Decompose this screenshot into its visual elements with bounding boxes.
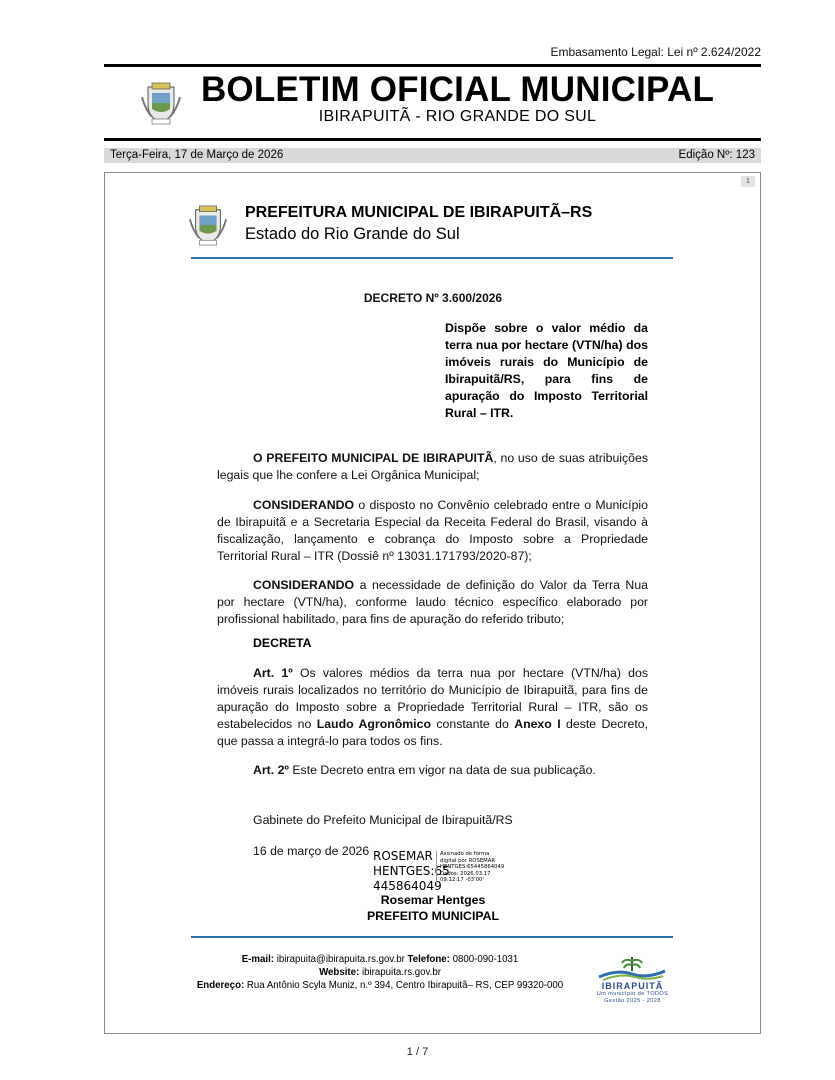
digital-signature-details [436,851,504,884]
signature-detail-1: Assinado de forma [440,851,490,857]
preamble-text: , no uso de suas atribuições legais que lhe confere a Lei Orgânica Municipal; [217,451,649,482]
preamble-bold: O PREFEITO MUNICIPAL DE IBIRAPUITÃ [253,451,494,465]
publication-date: Terça-Feira, 17 de Março de 2026 [110,149,284,161]
article-2-label: Art. 2º [253,763,289,777]
considering-1-text: o disposto no Convênio celebrado entre o Município de Ibirapuitã e a Secretaria Especial da Receita Federal do Brasil, visando à fiscalização, lançamento e cobrança do Imposto sobre a Propriedade Territorial Rural – ITR (Dossiê nº 13031.171793/2020-87); [217,498,648,563]
footer-contact [190,953,570,992]
letterhead-crest-icon [188,202,228,248]
article-1-text-c: constante do [430,717,515,731]
cabinet-line: Gabinete do Prefeito Municipal de Ibirapuitã/RS [253,813,513,827]
bulletin-subtitle: IBIRAPUITÃ - RIO GRANDE DO SUL [318,108,597,125]
decree-title: DECRETO Nº 3.600/2026 [363,291,503,305]
footer-phone: 0800-090-1031 [449,954,519,965]
header-top-rule [104,64,761,67]
signatory-block [190,892,676,924]
letterhead-rule [191,257,673,259]
signature-line-3: 445864049 [373,879,442,893]
considering-2-text: a necessidade de definição do Valor da Terra Nua por hectare (VTN/ha), conforme laudo técnico específico elaborado por profissional habilitado, para fins de apuração do referido tributo; [217,578,648,626]
signature-date: 16 de março de 2026 [253,844,370,858]
signature-line-1: ROSEMAR [373,849,433,863]
footer-website[interactable]: ibirapuita.rs.gov.br [359,967,441,978]
signature-detail-4: Dados: 2026.03.17 [440,870,491,877]
article-1-bold-b: Laudo Agronômico [316,717,431,731]
phone-label: Telefone: [407,954,450,965]
preamble-paragraph [217,450,648,484]
signature-detail-2: digital por ROSEMAR [440,857,496,864]
signatory-role: PREFEITO MUNICIPAL [366,909,500,923]
considering-1-bold: CONSIDERANDO [253,498,355,512]
letterhead-subtitle: Estado do Rio Grande do Sul [245,225,460,243]
page-marker: 1 [741,176,755,187]
article-1-bold-d: Anexo I [514,717,561,731]
decreta-heading: DECRETA [253,636,312,650]
considering-paragraph-1 [217,497,648,565]
logo-tagline-2: Gestão 2025 - 2028 [604,998,661,1004]
edition-number: Edição Nº: 123 [678,149,755,161]
signature-detail-3: HENTGES:65445864049 [440,864,505,870]
letterhead-title: PREFEITURA MUNICIPAL DE IBIRAPUITÃ–RS [245,204,593,221]
article-1 [217,665,648,750]
logo-tagline-1: Um município de TODOS [596,991,669,997]
article-1-text-a: Os valores médios da terra nua por hectare (VTN/ha) dos imóveis rurais localizados no território do Município de Ibirapuitã, para fins de apuração do Imposto sobre a Propriedade Territorial Rural – ITR, são os estabelecidos no [217,666,648,731]
article-1-text-e: deste Decreto, que passa a integrá-lo para todos os fins. [217,717,648,748]
municipal-logo-icon [597,955,667,981]
page-counter: 1 / 7 [406,1046,429,1058]
bulletin-title: BOLETIM OFICIAL MUNICIPAL [200,70,715,109]
logo-name: IBIRAPUITÃ [601,981,664,991]
footer-rule [191,936,673,938]
footer-address: Rua Antônio Scyla Muniz, n.º 394, Centro Ibirapuitã– RS, CEP 99320-000 [244,980,564,991]
date-bar [104,148,761,163]
logo-tagline [585,991,680,1005]
considering-paragraph-2 [217,577,648,628]
article-1-label: Art. 1º [253,666,293,680]
footer-email[interactable]: ibirapuita@ibirapuita.rs.gov.br [274,954,408,965]
article-2-text: Este Decreto entra em vigor na data de sua publicação. [288,763,596,777]
legal-basis: Embasamento Legal: Lei nº 2.624/2022 [550,45,761,59]
address-label: Endereço: [196,980,245,991]
signature-line-2: HENTGES:65 [373,864,450,878]
header-bottom-rule [104,138,761,141]
article-2 [217,762,648,779]
signatory-name: Rosemar Hentges [380,893,486,907]
decree-summary: Dispõe sobre o valor médio da terra nua por hectare (VTN/ha) dos imóveis rurais do Município de Ibirapuitã/RS, para fins de apuração do Imposto Territorial Rural – ITR. [445,321,648,420]
email-label: E-mail: [241,954,275,965]
website-label: Website: [319,967,360,978]
considering-2-bold: CONSIDERANDO [253,578,355,592]
signature-detail-5: 09:12:17 -03'00' [440,877,484,883]
